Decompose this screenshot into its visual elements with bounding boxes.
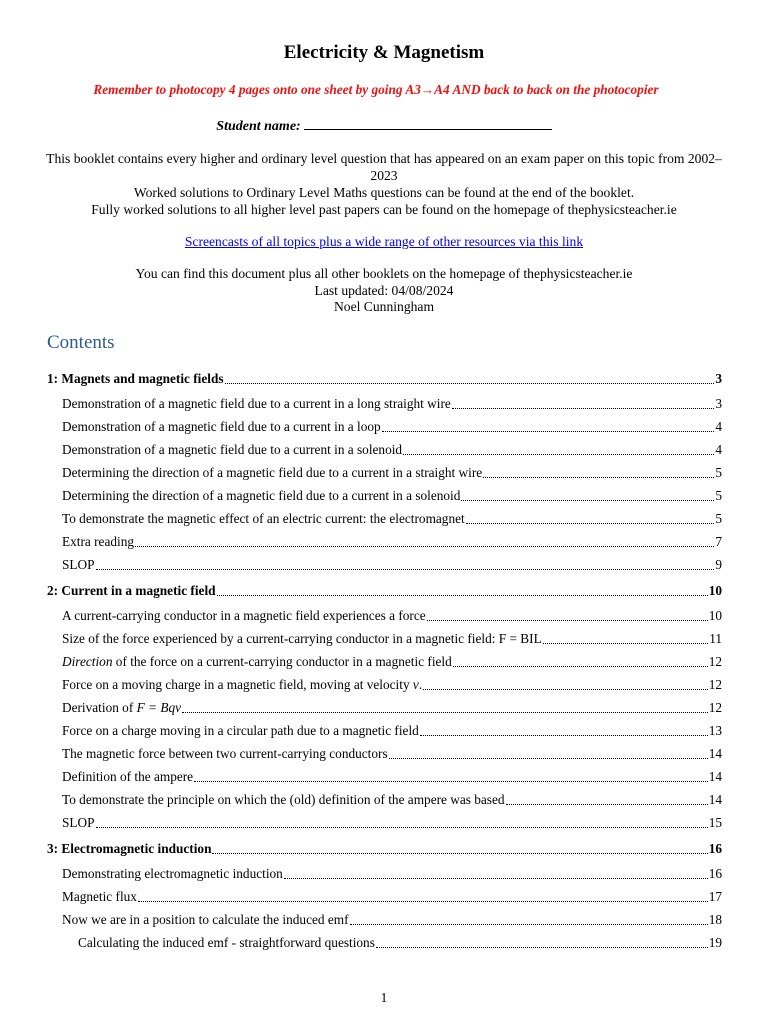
- toc-entry-title: 3: Electromagnetic induction: [47, 841, 212, 856]
- toc-entry-title: Direction of the force on a current-carrying conductor in a magnetic field: [62, 654, 452, 669]
- toc-dot-leader: [182, 711, 708, 713]
- toc-page-number: 5: [715, 511, 722, 526]
- toc-dot-leader: [135, 545, 714, 547]
- toc-entry-title: Magnetic flux: [62, 889, 137, 904]
- toc-page-number: 7: [715, 534, 722, 549]
- toc-entry[interactable]: [62, 813, 722, 831]
- toc-dot-leader: [461, 499, 714, 501]
- toc-entry-title: SLOP: [62, 557, 95, 572]
- toc-entry-title: SLOP: [62, 815, 95, 830]
- contents-heading: Contents: [47, 332, 115, 353]
- last-updated-text: Last updated: 04/08/2024: [314, 282, 454, 298]
- toc-entry[interactable]: [62, 790, 722, 808]
- toc-entry[interactable]: [62, 652, 722, 670]
- document-info: [0, 266, 768, 316]
- toc-dot-leader: [543, 642, 708, 644]
- toc-entry-title: Demonstration of a magnetic field due to a current in a loop: [62, 419, 381, 434]
- page-number: 1: [380, 990, 388, 1005]
- toc-entry-title: Size of the force experienced by a current-carrying conductor in a magnetic field: F = BIL: [62, 631, 542, 646]
- toc-entry-title: Demonstration of a magnetic field due to a current in a long straight wire: [62, 396, 451, 411]
- toc-dot-leader: [403, 453, 714, 455]
- toc-page-number: 11: [709, 631, 722, 646]
- toc-page-number: 10: [708, 583, 722, 598]
- toc-page-number: 19: [708, 935, 722, 950]
- toc-entry-title: Determining the direction of a magnetic field due to a current in a solenoid: [62, 488, 461, 503]
- toc-page-number: 13: [708, 723, 722, 738]
- toc-entry[interactable]: [62, 486, 722, 504]
- toc-entry-title-italic: F = Bqv: [136, 700, 182, 715]
- toc-dot-leader: [483, 476, 714, 478]
- toc-entry[interactable]: [62, 394, 722, 412]
- toc-entry[interactable]: [62, 675, 722, 693]
- toc-entry-title-italic: Direction: [62, 654, 113, 669]
- toc-entry-title: Demonstration of a magnetic field due to a current in a solenoid: [62, 442, 403, 457]
- toc-entry[interactable]: [62, 417, 722, 435]
- toc-page-number: 14: [708, 792, 722, 807]
- intro-text: [44, 150, 724, 218]
- toc-dot-leader: [452, 407, 715, 409]
- toc-entry[interactable]: [62, 887, 722, 905]
- toc-dot-leader: [376, 946, 708, 948]
- toc-page-number: 4: [715, 442, 722, 457]
- toc-dot-leader: [466, 522, 715, 524]
- toc-page-number: 3: [715, 396, 722, 411]
- toc-section-entry[interactable]: [47, 839, 722, 857]
- toc-dot-leader: [225, 382, 715, 384]
- toc-entry-title-italic: v: [412, 677, 419, 692]
- student-name-underline[interactable]: [304, 116, 552, 130]
- toc-dot-leader: [194, 780, 708, 782]
- toc-section-entry[interactable]: [47, 369, 722, 387]
- toc-dot-leader: [420, 734, 708, 736]
- toc-entry[interactable]: [62, 606, 722, 624]
- toc-page-number: 12: [708, 654, 722, 669]
- toc-entry-title: 1: Magnets and magnetic fields: [47, 371, 224, 386]
- toc-page-number: 14: [708, 746, 722, 761]
- toc-page-number: 5: [715, 465, 722, 480]
- toc-dot-leader: [350, 923, 708, 925]
- toc-entry-title: Determining the direction of a magnetic field due to a current in a straight wire: [62, 465, 483, 480]
- toc-page-number: 9: [715, 557, 722, 572]
- toc-entry-title: Extra reading: [62, 534, 134, 549]
- toc-entry-title: Force on a moving charge in a magnetic field, moving at velocity v.: [62, 677, 423, 692]
- toc-entry[interactable]: [62, 698, 722, 716]
- toc-entry[interactable]: [62, 721, 722, 739]
- toc-page-number: 12: [708, 700, 722, 715]
- toc-page-number: 17: [708, 889, 722, 904]
- toc-dot-leader: [423, 688, 708, 690]
- intro-line-3: Fully worked solutions to all higher level past papers can be found on the homepage of thephysicsteacher.ie: [91, 202, 677, 217]
- toc-dot-leader: [96, 568, 715, 570]
- toc-page-number: 15: [708, 815, 722, 830]
- student-name-label: Student name:: [216, 119, 301, 134]
- toc-entry-title: A current-carrying conductor in a magnetic field experiences a force: [62, 608, 426, 623]
- toc-dot-leader: [96, 826, 708, 828]
- toc-entry[interactable]: [62, 532, 722, 550]
- toc-entry[interactable]: [62, 744, 722, 762]
- toc-page-number: 12: [708, 677, 722, 692]
- toc-entry[interactable]: [62, 509, 722, 527]
- toc-entry[interactable]: [62, 463, 722, 481]
- toc-entry[interactable]: [62, 864, 722, 882]
- toc-dot-leader: [453, 665, 708, 667]
- toc-dot-leader: [212, 852, 707, 854]
- toc-entry-title: To demonstrate the magnetic effect of an electric current: the electromagnet: [62, 511, 465, 526]
- toc-entry-title: Demonstrating electromagnetic induction: [62, 866, 283, 881]
- toc-dot-leader: [382, 430, 715, 432]
- toc-entry-title: Derivation of F = Bqv: [62, 700, 182, 715]
- toc-page-number: 5: [715, 488, 722, 503]
- toc-page-number: 16: [708, 841, 722, 856]
- screencasts-link[interactable]: Screencasts of all topics plus a wide range of other resources via this link: [184, 234, 584, 249]
- author-name: Noel Cunningham: [333, 299, 435, 314]
- toc-dot-leader: [138, 900, 708, 902]
- toc-dot-leader: [284, 877, 708, 879]
- toc-entry-title: Calculating the induced emf - straightforward questions: [78, 935, 375, 950]
- toc-section-entry[interactable]: [47, 581, 722, 599]
- toc-entry-title: 2: Current in a magnetic field: [47, 583, 216, 598]
- toc-entry-title: Now we are in a position to calculate the induced emf: [62, 912, 349, 927]
- intro-line-1: This booklet contains every higher and ordinary level question that has appeared on an exam paper on this topic from 2002–2023: [46, 151, 722, 183]
- document-title: Electricity & Magnetism: [283, 42, 485, 63]
- toc-entry[interactable]: [78, 933, 722, 951]
- toc-entry[interactable]: [62, 767, 722, 785]
- student-name-field[interactable]: [0, 116, 768, 135]
- toc-dot-leader: [217, 594, 708, 596]
- toc-entry-title: Force on a charge moving in a circular path due to a magnetic field: [62, 723, 419, 738]
- toc-page-number: 18: [708, 912, 722, 927]
- toc-entry-title: Definition of the ampere: [62, 769, 194, 784]
- toc-entry[interactable]: [62, 440, 722, 458]
- toc-entry[interactable]: [62, 629, 722, 647]
- toc-page-number: 10: [708, 608, 722, 623]
- toc-dot-leader: [427, 619, 708, 621]
- toc-dot-leader: [389, 757, 708, 759]
- toc-page-number: 3: [715, 371, 722, 386]
- find-document-text: You can find this document plus all other booklets on the homepage of thephysicsteacher.ie: [135, 266, 633, 281]
- toc-entry-title: To demonstrate the principle on which the (old) definition of the ampere was based: [62, 792, 505, 807]
- photocopy-reminder: Remember to photocopy 4 pages onto one sheet by going A3→A4 AND back to back on the photocopier: [93, 82, 659, 97]
- toc-entry-title: The magnetic force between two current-carrying conductors: [62, 746, 388, 761]
- toc-entry[interactable]: [62, 555, 722, 573]
- toc-dot-leader: [506, 803, 708, 805]
- toc-entry[interactable]: [62, 910, 722, 928]
- toc-page-number: 14: [708, 769, 722, 784]
- toc-page-number: 4: [715, 419, 722, 434]
- intro-line-2: Worked solutions to Ordinary Level Maths questions can be found at the end of the booklet.: [133, 185, 635, 200]
- toc-page-number: 16: [708, 866, 722, 881]
